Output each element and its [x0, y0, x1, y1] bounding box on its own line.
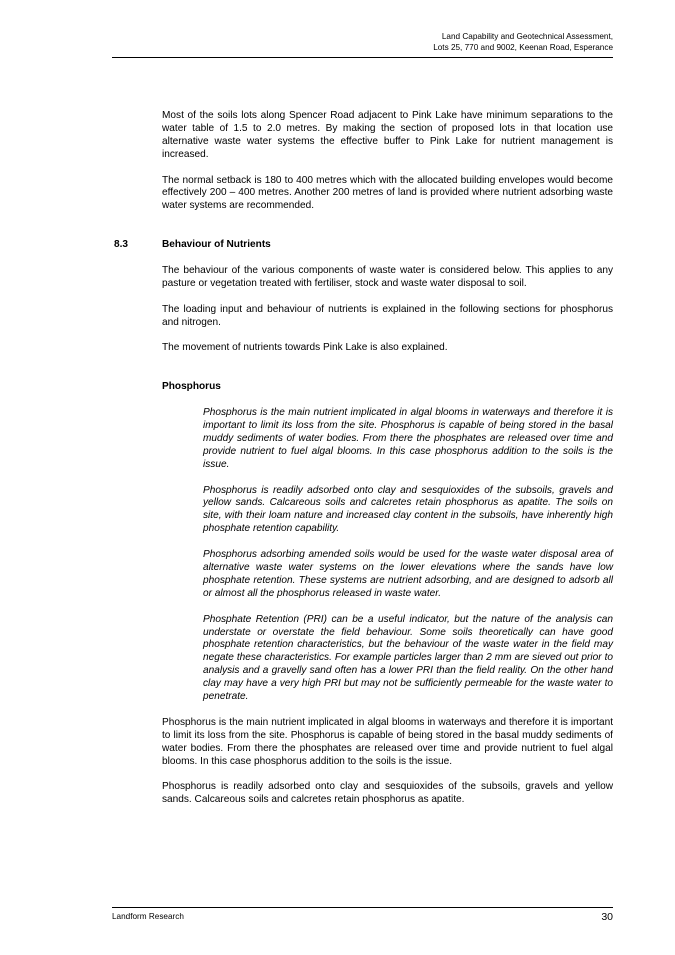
quote-paragraph: Phosphate Retention (PRI) can be a useful indicator, but the nature of the analysis can understate or overstate the field behaviour. Some soils theoretically can have good phosphate retention characteristics, but the behaviour of the waste water in the field may negate these characteristics. For example particles larger than 2 mm are sieved out prior to analysis and a gravelly sand often has a lower PRI than the field reality. On the other hand clay may have a very high PRI but may not be sufficiently permeable for the waste water to penetrate. [203, 613, 613, 703]
body-paragraph: The normal setback is 180 to 400 metres which with the allocated building envelopes would become effectively 200 – 400 metres. Another 200 metres of land is provided where nutrient adsorbing waste water systems are recommended. [162, 174, 613, 212]
body-paragraph: Phosphorus is the main nutrient implicated in algal blooms in waterways and therefore it is important to limit its loss from the site. Phosphorus is capable of being stored in the basal muddy sediments of water bodies. From there the phosphates are released over time and provide nutrient to fuel algal blooms. In this case phosphorus addition to the soils is the issue. [162, 716, 613, 767]
quote-paragraph: Phosphorus is the main nutrient implicated in algal blooms in waterways and therefore it is important to limit its loss from the site. Phosphorus is capable of being stored in the basal muddy sediments of water bodies. From there the phosphates are released over time and provide nutrient to fuel algal blooms. In this case phosphorus addition to the soils is the issue. [203, 407, 613, 470]
page-number: 30 [601, 911, 613, 923]
body-paragraph: Phosphorus is readily adsorbed onto clay and sesquioxides of the subsoils, gravels and yellow sands. Calcareous soils and calcretes retain phosphorus as apatite. [162, 781, 613, 806]
page-body [114, 110, 613, 820]
running-header [433, 32, 613, 53]
section-number: 8.3 [114, 239, 129, 251]
section-title: Behaviour of Nutrients [162, 239, 271, 251]
body-paragraph: The movement of nutrients towards Pink Lake is also explained. [162, 342, 448, 354]
section-heading [114, 239, 613, 252]
header-location-line: Lots 25, 770 and 9002, Keenan Road, Esperance [433, 42, 613, 52]
body-paragraph: Most of the soils lots along Spencer Road adjacent to Pink Lake have minimum separations to the water table of 1.5 to 2.0 metres. By making the section of proposed lots in that location use alternative waste water systems the effective buffer to Pink Lake for nutrient management is increased. [162, 110, 613, 160]
header-title-line: Land Capability and Geotechnical Assessment, [441, 32, 613, 41]
quote-paragraph: Phosphorus is readily adsorbed onto clay and sesquioxides of the subsoils, gravels and yellow sands. Calcareous soils and calcretes retain phosphorus as apatite. The soils on site, with their loam nature and increased clay content in the subsoils, have inherently high phosphate retention capability. [203, 484, 613, 535]
footer-author: Landform Research [112, 912, 184, 921]
quoted-block [203, 407, 613, 704]
footer-divider [112, 907, 613, 908]
header-divider [112, 57, 613, 58]
body-paragraph: The loading input and behaviour of nutrients is explained in the following sections for phosphorus and nitrogen. [162, 303, 613, 328]
subsection-heading: Phosphorus [162, 381, 221, 393]
quote-paragraph: Phosphorus adsorbing amended soils would be used for the waste water disposal area of alternative waste water systems on the lower elevations where the sands have low phosphate retention. These systems are nutrient adsorbing, and are designed to adsorb all or almost all the phosphorus released in waste water. [203, 549, 613, 599]
body-paragraph: The behaviour of the various components of waste water is considered below. This applies to any pasture or vegetation treated with fertiliser, stock and waste water disposal to soil. [162, 265, 613, 289]
